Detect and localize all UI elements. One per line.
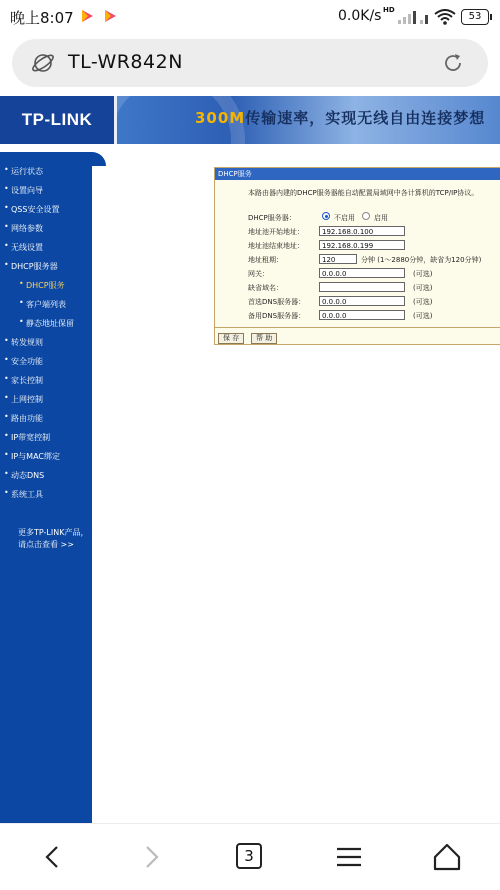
sidebar-item-network[interactable]: • 网络参数 xyxy=(11,223,43,234)
sidebar-item-client-list[interactable]: • 客户端列表 xyxy=(26,299,66,310)
dns1-optional: (可选) xyxy=(413,298,433,306)
wifi-icon xyxy=(434,9,456,25)
tab-count-button[interactable]: 3 xyxy=(236,843,262,869)
back-icon[interactable] xyxy=(38,842,68,872)
pool-start-field[interactable]: 192.168.0.100 xyxy=(319,226,405,236)
panel-description: 本路由器内建的DHCP服务器能自动配置局域网中各计算机的TCP/IP协议。 xyxy=(248,189,479,197)
pool-end-label: 地址池结束地址： xyxy=(248,242,304,250)
gateway-optional: (可选) xyxy=(413,270,433,278)
sidebar-item-status[interactable]: • 运行状态 xyxy=(11,166,43,177)
help-button[interactable]: 帮 助 xyxy=(251,333,277,344)
status-bar xyxy=(0,0,500,34)
domain-label: 缺省域名： xyxy=(248,284,283,292)
sidebar-item-routing[interactable]: • 路由功能 xyxy=(11,413,43,424)
sidebar-item-forwarding[interactable]: • 转发规则 xyxy=(11,337,43,348)
domain-field[interactable] xyxy=(319,282,405,292)
page-title[interactable]: TL-WR842N xyxy=(68,51,183,73)
dns2-label: 备用DNS服务器： xyxy=(248,312,306,320)
dns2-optional: (可选) xyxy=(413,312,433,320)
net-speed: 0.0K/s xyxy=(338,8,382,24)
tplink-logo: TP-LINK xyxy=(0,96,114,144)
banner-art xyxy=(117,96,500,144)
radio-disable-label: 不启用 xyxy=(334,214,355,222)
save-button[interactable]: 保 存 xyxy=(218,333,244,344)
play-store-icon xyxy=(103,9,117,23)
sidebar-item-static-reservation[interactable]: • 静态地址保留 xyxy=(26,318,74,329)
sidebar-item-system-tools[interactable]: • 系统工具 xyxy=(11,489,43,500)
play-store-icon xyxy=(80,9,94,23)
dns1-label: 首选DNS服务器： xyxy=(248,298,306,306)
network-type: HD xyxy=(383,6,395,14)
lease-hint: 分钟 (1～2880分钟，缺省为120分钟) xyxy=(361,256,482,264)
sidebar-item-dhcp-service[interactable]: • DHCP服务 xyxy=(26,280,65,291)
dns1-field[interactable]: 0.0.0.0 xyxy=(319,296,405,306)
lease-label: 地址租期： xyxy=(248,256,283,264)
battery-icon: 53 xyxy=(461,9,489,25)
gateway-field[interactable]: 0.0.0.0 xyxy=(319,268,405,278)
radio-enable[interactable] xyxy=(362,212,370,220)
dhcp-server-label: DHCP服务器： xyxy=(248,214,296,222)
clock: 晚上8:07 xyxy=(10,9,74,27)
sidebar-item-wireless[interactable]: • 无线设置 xyxy=(11,242,43,253)
domain-optional: (可选) xyxy=(413,284,433,292)
sidebar-item-dhcp-server[interactable]: • DHCP服务器 xyxy=(11,261,58,272)
panel-title: DHCP服务 xyxy=(215,168,500,180)
browser-bottom-nav xyxy=(0,823,500,890)
dns2-field[interactable]: 0.0.0.0 xyxy=(319,310,405,320)
signal-icon xyxy=(396,9,430,25)
more-products-link[interactable]: 更多TP-LINK产品， 请点击查看 >> xyxy=(18,528,89,549)
banner-slogan-text: 传输速率，实现无线自由连接梦想 xyxy=(245,109,486,127)
reload-icon[interactable] xyxy=(441,51,465,75)
forward-icon[interactable] xyxy=(136,842,166,872)
address-bar[interactable] xyxy=(12,39,488,87)
sidebar-item-security[interactable]: • 安全功能 xyxy=(11,356,43,367)
sidebar-item-access-control[interactable]: • 上网控制 xyxy=(11,394,43,405)
radio-enable-label: 启用 xyxy=(374,214,388,222)
radio-disable[interactable] xyxy=(322,212,330,220)
sidebar-item-qss[interactable]: • QSS安全设置 xyxy=(11,204,59,215)
sidebar-item-parental[interactable]: • 家长控制 xyxy=(11,375,43,386)
banner-slogan xyxy=(195,107,485,128)
pool-start-label: 地址池开始地址： xyxy=(248,228,304,236)
router-banner xyxy=(0,96,500,144)
pool-end-field[interactable]: 192.168.0.199 xyxy=(319,240,405,250)
home-icon[interactable] xyxy=(432,842,462,872)
sidebar-item-ddns[interactable]: • 动态DNS xyxy=(11,470,44,481)
sidebar-item-ip-mac[interactable]: • IP与MAC绑定 xyxy=(11,451,60,462)
globe-icon xyxy=(32,52,54,74)
dhcp-panel xyxy=(214,167,500,345)
gateway-label: 网关： xyxy=(248,270,269,278)
menu-icon[interactable] xyxy=(334,842,364,872)
lease-field[interactable]: 120 xyxy=(319,254,357,264)
sidebar-item-wizard[interactable]: • 设置向导 xyxy=(11,185,43,196)
banner-slogan-highlight: 300M xyxy=(195,109,246,127)
sidebar-item-bandwidth[interactable]: • IP带宽控制 xyxy=(11,432,50,443)
